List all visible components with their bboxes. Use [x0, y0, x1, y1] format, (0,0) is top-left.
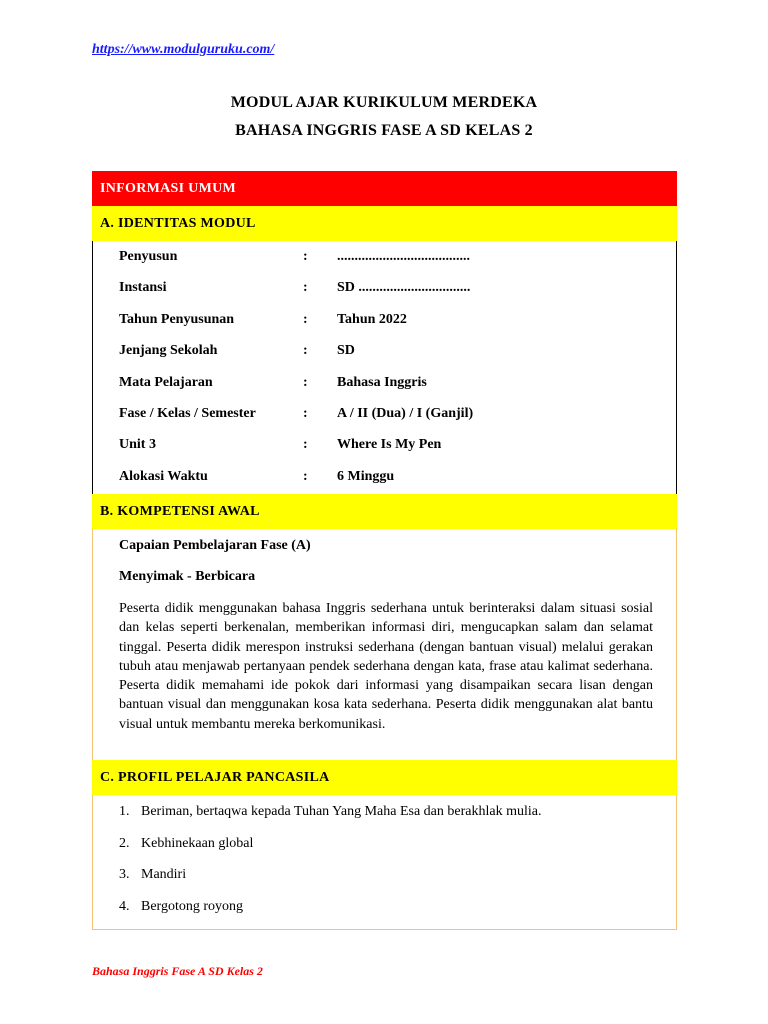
- identitas-label: Unit 3: [119, 437, 156, 452]
- kompetensi-panel: [92, 529, 677, 760]
- list-item: [119, 867, 186, 883]
- list-item-text: Bergotong royong: [141, 899, 244, 914]
- list-item: [119, 836, 253, 852]
- identitas-value: SD ................................: [337, 280, 471, 295]
- identitas-value: 6 Minggu: [337, 469, 395, 484]
- section-informasi-umum: [92, 171, 677, 206]
- list-item: [119, 899, 243, 915]
- identitas-row: [93, 249, 676, 269]
- identitas-table: [92, 241, 677, 494]
- colon-separator: :: [303, 280, 308, 295]
- identitas-value: ......................................: [337, 249, 470, 264]
- colon-separator: :: [303, 437, 308, 452]
- identitas-label: Instansi: [119, 280, 167, 295]
- list-item-number: 3.: [119, 867, 130, 882]
- colon-separator: :: [303, 249, 308, 264]
- identitas-value: A / II (Dua) / I (Ganjil): [337, 406, 474, 421]
- document-title: MODUL AJAR KURIKULUM MERDEKA: [230, 94, 538, 111]
- list-item-text: Beriman, bertaqwa kepada Tuhan Yang Maha Esa dan berakhlak mulia.: [141, 804, 542, 819]
- section-informasi-umum-label: INFORMASI UMUM: [100, 180, 237, 196]
- section-kompetensi-awal-header: [92, 494, 677, 529]
- capaian-heading: Capaian Pembelajaran Fase (A): [119, 538, 311, 553]
- colon-separator: :: [303, 375, 308, 390]
- identitas-row: [93, 469, 676, 489]
- identitas-label: Penyusun: [119, 249, 178, 264]
- identitas-label: Jenjang Sekolah: [119, 343, 218, 358]
- identitas-row: [93, 406, 676, 426]
- section-profil-pelajar-header: [92, 760, 677, 795]
- section-identitas-modul-header: [92, 206, 677, 241]
- identitas-label: Tahun Penyusunan: [119, 312, 235, 327]
- document-subtitle: BAHASA INGGRIS FASE A SD KELAS 2: [235, 122, 533, 139]
- list-item-number: 1.: [119, 804, 130, 819]
- kompetensi-paragraph: Peserta didik menggunakan bahasa Inggris sederhana untuk berinteraksi dalam situasi sosial dan kelas seperti berkenalan, memberikan informasi diri, mengucapkan salam dan selamat tinggal. Peserta didik merespon instruksi sederhana (dengan bantuan visual) melalui gerakan tubuh atau menjawab pertanyaan pendek sederhana dengan kata, frase atau kalimat sederhana. Peserta didik memahami ide pokok dari informasi yang disampaikan secara lisan dengan bantuan visual dan menggunakan kosa kata sederhana. Peserta didik menggunakan alat bantu visual untuk membantu mereka berkomunikasi.: [119, 601, 653, 732]
- page-footer: Bahasa Inggris Fase A SD Kelas 2: [92, 964, 263, 978]
- list-item-number: 4.: [119, 899, 130, 914]
- header-url-link[interactable]: https://www.modulguruku.com/: [92, 42, 275, 57]
- colon-separator: :: [303, 343, 308, 358]
- identitas-row: [93, 280, 676, 300]
- kompetensi-heading: B. KOMPETENSI AWAL: [100, 503, 260, 519]
- identitas-row: [93, 343, 676, 363]
- identitas-row: [93, 437, 676, 457]
- identitas-heading: A. IDENTITAS MODUL: [100, 215, 256, 231]
- identitas-row: [93, 375, 676, 395]
- list-item-text: Mandiri: [141, 867, 187, 882]
- profil-heading: C. PROFIL PELAJAR PANCASILA: [100, 769, 330, 785]
- list-item-number: 2.: [119, 836, 130, 851]
- profil-list: [92, 795, 677, 930]
- colon-separator: :: [303, 312, 308, 327]
- identitas-value: Where Is My Pen: [337, 437, 442, 452]
- list-item: [119, 804, 541, 820]
- identitas-row: [93, 312, 676, 332]
- identitas-label: Mata Pelajaran: [119, 375, 213, 390]
- identitas-label: Alokasi Waktu: [119, 469, 208, 484]
- identitas-value: Tahun 2022: [337, 312, 407, 327]
- menyimak-subheading: Menyimak - Berbicara: [119, 569, 256, 584]
- identitas-label: Fase / Kelas / Semester: [119, 406, 256, 421]
- colon-separator: :: [303, 406, 308, 421]
- colon-separator: :: [303, 469, 308, 484]
- list-item-text: Kebhinekaan global: [141, 836, 254, 851]
- identitas-value: SD: [337, 343, 355, 358]
- identitas-value: Bahasa Inggris: [337, 375, 427, 390]
